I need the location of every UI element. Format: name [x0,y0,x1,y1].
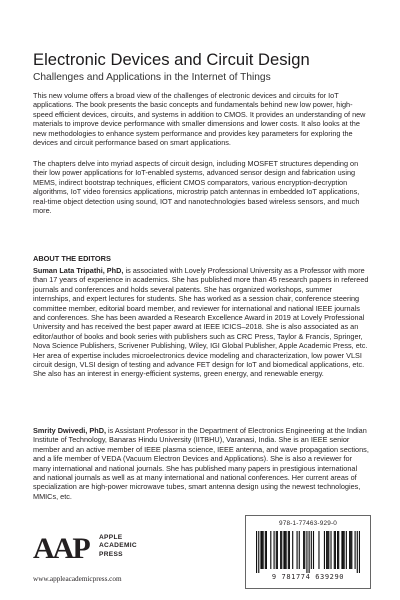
publisher-name-line-1: APPLE [99,534,123,541]
barcode-bar [256,531,257,573]
barcode-bar [265,531,266,569]
barcode-bar [346,531,347,569]
barcode-bar [318,531,319,569]
barcode-bar [338,531,339,569]
barcode-bar [311,531,312,569]
book-title: Electronic Devices and Circuit Design [33,50,310,69]
barcode-bar [349,531,350,569]
barcode-bar [326,531,327,569]
barcode-bar [270,531,271,569]
barcode-bar [292,531,293,569]
editor-bio-text-2: is Assistant Professor in the Department of Electronics Engineering at the Indian Institute of Technology, Banaras Hindu University (IITBHU), Varanasi, India. She is an IEEE senior member and an active member of IEEE plasma science, IEEE antenna, and wave propagation sections, and a life member of VEDA (Vacuum Electron Devices and Applications). She is also a reviewer for many international and national journals. She has published many papers in prestigious international and national journals as well as at many international and national conferences. Her current areas of specialization are high-power microwave tubes, smart antenna design using the newest technologies, MMICs, etc. [33,426,369,501]
barcode-digits: 9 781774 639290 [271,573,345,581]
barcode-bar [342,531,343,569]
barcode-bar [344,531,345,569]
publisher-website: www.appleacademicpress.com [33,575,122,583]
barcode-bar [261,531,262,569]
editor-name-1: Suman Lata Tripathi, PhD, [33,266,124,275]
description-paragraph-2: The chapters delve into myriad aspects of circuit design, including MOSFET structures depending on their low power applications for IoT-enabled systems, advanced sensor design and fabrication using MEMS, indirect bootstrap techniques, efficient CMOS comparators, various encryption-decryption algorithms, IoT video forensics applications, microstrip patch antennas in embedded IoT applications, real-time object detection using sound, IOT and nanotechnologies based wireless sensors, and much more. [33,159,360,216]
publisher-name-line-2: ACADEMIC [99,542,137,550]
editor-name-2: Smrity Dwivedi, PhD, [33,426,106,435]
barcode-bar [328,531,329,569]
barcode-bar [313,531,314,569]
barcode-bar [280,531,281,569]
barcode-bar [266,531,267,569]
barcode-bar [337,531,338,569]
barcode-bar [324,531,325,569]
barcode-bar [309,531,310,573]
barcode-bar [263,531,264,569]
aap-logo-text: AAP [33,532,89,562]
barcode-bar [283,531,284,569]
editors-heading: ABOUT THE EDITORS [33,254,111,263]
isbn-barcode [245,515,371,589]
barcode-bar [335,531,336,569]
barcode-bar [357,531,358,573]
barcode-bar [303,531,304,569]
editor-bio-2 [33,426,371,501]
description-paragraph-1: This new volume offers a broad view of the challenges of electronic devices and circuits for IoT applications. The book presents the basic concepts and fundamentals behind new low power, high-speed efficient devices, circuits, and systems in addition to CMOS. It provides an understanding of new materials to improve device performance with smaller dimensions and lower costs. It also looks at the new methodologies to enhance system performance and provides key parameters for exploring the devices and circuit performance based on smart applications. [33,91,366,148]
barcode-bars [256,531,360,573]
barcode-bar [304,531,305,569]
barcode-bar [341,531,342,569]
barcode-bar [260,531,261,569]
barcode-bar [284,531,285,569]
barcode-bar [288,531,289,569]
barcode-bar [330,531,331,569]
aap-logo-mark [33,532,97,562]
publisher-logo [33,532,143,566]
book-subtitle: Challenges and Applications in the Internet of Things [33,72,271,83]
barcode-bar [306,531,307,573]
barcode-bar [350,531,351,569]
barcode-bar [286,531,287,569]
barcode-bar [281,531,282,569]
isbn-number: 978-1-77463-929-0 [278,520,338,527]
barcode-bar [274,531,275,569]
barcode-bar [359,531,360,573]
barcode-bar [327,531,328,569]
editor-bio-text-1: is associated with Lovely Professional University as a Professor with more than 17 years of experience in academics. She has published more than 45 research papers in refereed journals and conferences and holds several patents. She has organized workshops, summer internships, and expert lectures for students. She has worked as a session chair, conference steering committee member, editorial board member, and reviewer for international and national IEEE journals and conferences. She has been awarded a Research Excellence Award in 2019 at Lovely Professional University and has received the best paper award at IEEE ICICS–2018. She is also associated as an editor/author of books and book series with publishers such as CRC Press, Taylor & Francis, Springer, Nova Science Publishers, Scrivener Publishing, Wiley, IGI Global Publisher, Apple Academic Press, etc. Her area of expertise includes microelectronics device modeling and characterization, low power VLSI circuit design, VLSI design of testing and advance FET design for IoT and biomedical applications, etc. She also has an interest in energy-efficient systems, green energy, and renewable energy. [33,266,369,379]
barcode-bar [276,531,277,569]
editor-bio-1 [33,266,371,379]
barcode-bar [334,531,335,569]
barcode-bar [258,531,259,573]
barcode-bar [297,531,298,569]
barcode-bar [277,531,278,569]
barcode-bar [355,531,356,569]
barcode-bar [351,531,352,569]
barcode-bar [289,531,290,569]
publisher-name-line-3: PRESS [99,550,123,558]
barcode-bar [299,531,300,569]
publisher-name [99,534,137,559]
